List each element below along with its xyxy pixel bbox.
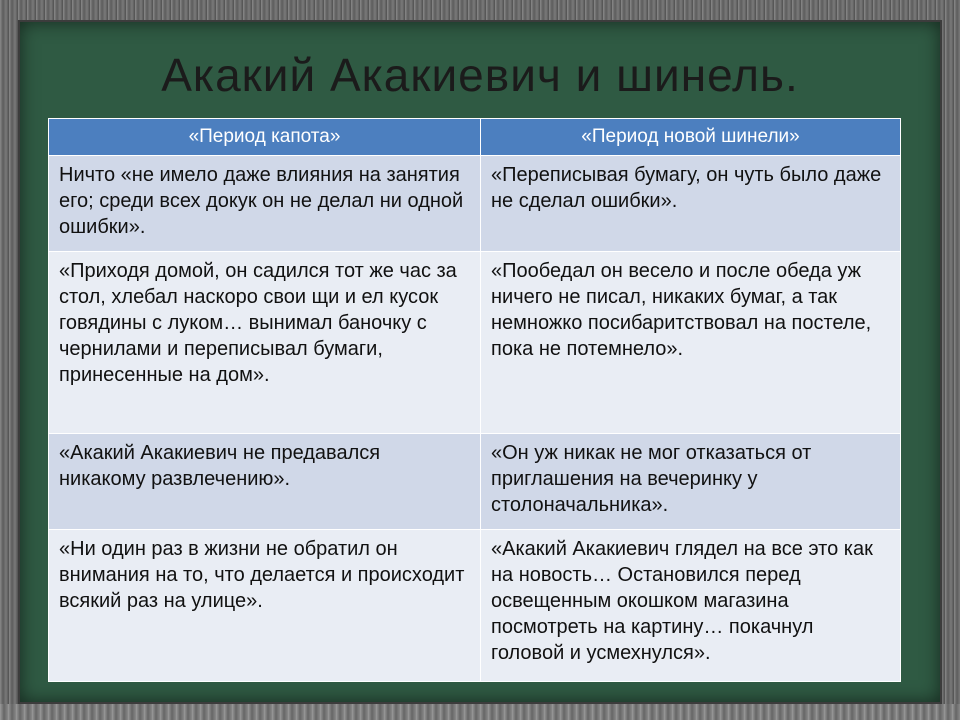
- table-header-row: [49, 119, 901, 156]
- slide-title: Акакий Акакиевич и шинель.: [161, 49, 799, 101]
- header-new-overcoat-period: «Период новой шинели»: [481, 119, 901, 156]
- chalk-tray: [0, 704, 960, 720]
- table-cell: Ничто «не имело даже влияния на занятия его; среди всех докук он не делал ни одной ошибки».: [49, 156, 481, 252]
- table-cell: «Он уж никак не мог отказаться от приглашения на вечеринку у столоначальника».: [481, 434, 901, 530]
- table-cell: «Акакий Акакиевич глядел на все это как на новость… Остановился перед освещенным окошком магазина посмотреть на картину… покачнул головой и усмехнулся».: [481, 530, 901, 682]
- header-cap-period: «Период капота»: [49, 119, 481, 156]
- table-row: [49, 156, 901, 252]
- table-cell: «Ни один раз в жизни не обратил он внимания на то, что делается и происходит всякий раз на улице».: [49, 530, 481, 682]
- table-cell: «Приходя домой, он садился тот же час за стол, хлебал наскоро свои щи и ел кусок говядины с луком… вынимал баночку с чернилами и переписывал бумаги, принесенные на дом».: [49, 252, 481, 434]
- table-row: [49, 530, 901, 682]
- table-cell: «Переписывая бумагу, он чуть было даже не сделал ошибки».: [481, 156, 901, 252]
- table-cell: «Акакий Акакиевич не предавался никакому развлечению».: [49, 434, 481, 530]
- table-cell: «Пообедал он весело и после обеда уж ничего не писал, никаких бумаг, а так немножко посибаритствовал на постеле, пока не потемнело».: [481, 252, 901, 434]
- comparison-table: [48, 118, 901, 682]
- table-row: [49, 252, 901, 434]
- table-row: [49, 434, 901, 530]
